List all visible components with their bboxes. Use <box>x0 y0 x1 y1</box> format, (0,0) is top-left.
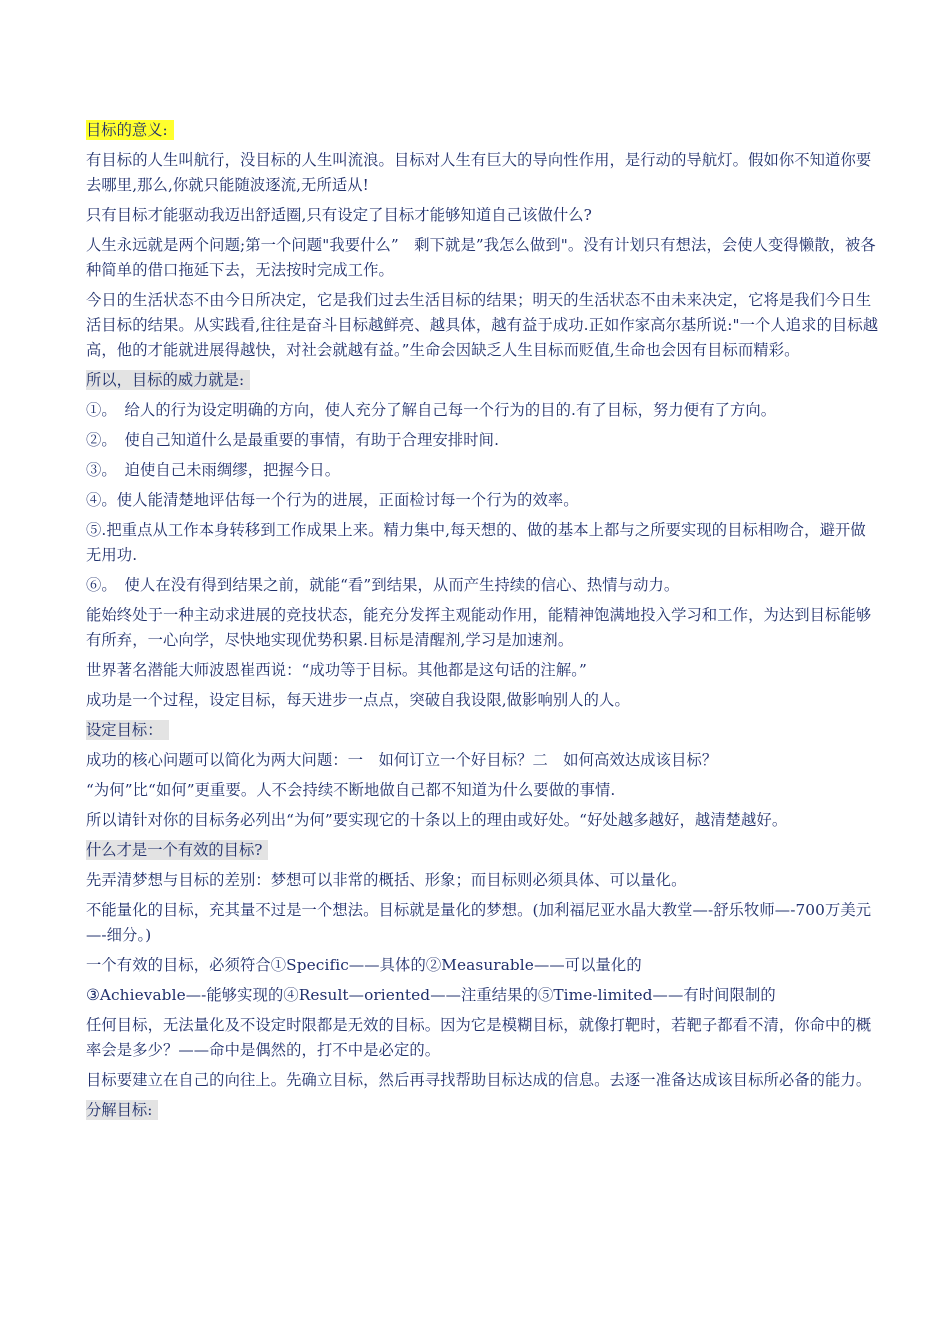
paragraph: 人生永远就是两个问题;第一个问题"我要什么” 剩下就是”我怎么做到"。没有计划只有想法，会使人变得懒散，被各种简单的借口拖延下去，无法按时完成工作。 <box>86 236 876 279</box>
paragraph: “为何”比“如何”更重要。人不会持续不断地做自己都不知道为什么要做的事情. <box>86 781 616 799</box>
paragraph: 任何目标，无法量化及不设定时限都是无效的目标。因为它是模糊目标，就像打靶时，若靶子都看不清，你命中的概率会是多少？——命中是偶然的，打不中是必定的。 <box>86 1016 872 1059</box>
paragraph: ③Achievable—-能够实现的④Result—oriented——注重结果的⑤Time-limited——有时间限制的 <box>86 986 776 1004</box>
heading-effective-goal-text: 什么才是一个有效的目标? <box>86 840 268 860</box>
list-item: ①。 给人的行为设定明确的方向，使人充分了解自己每一个行为的目的.有了目标，努力便有了方向。 <box>86 401 777 419</box>
heading-power <box>86 368 880 393</box>
paragraph: 一个有效的目标，必须符合①Specific——具体的②Measurable——可以量化的 <box>86 956 642 974</box>
heading-set-goal-text: 设定目标： <box>86 720 169 740</box>
paragraph: 不能量化的目标，充其量不过是一个想法。目标就是量化的梦想。(加利福尼亚水晶大教堂—-舒乐牧师—-700万美元—-细分。) <box>86 901 872 944</box>
paragraph: 先弄清梦想与目标的差别：梦想可以非常的概括、形象；而目标则必须具体、可以量化。 <box>86 871 687 889</box>
heading-power-text: 所以，目标的威力就是: <box>86 370 250 390</box>
paragraph: 有目标的人生叫航行，没目标的人生叫流浪。目标对人生有巨大的导向性作用，是行动的导航灯。假如你不知道你要去哪里,那么,你就只能随波逐流,无所适从! <box>86 151 872 194</box>
paragraph: 所以请针对你的目标务必列出“为何”要实现它的十条以上的理由或好处。“好处越多越好，越清楚越好。 <box>86 811 788 829</box>
paragraph: 世界著名潜能大师波恩崔西说：“成功等于目标。其他都是这句话的注解。” <box>86 661 587 679</box>
paragraph: 目标要建立在自己的向往上。先确立目标，然后再寻找帮助目标达成的信息。去逐一准备达成该目标所必备的能力。 <box>86 1071 872 1089</box>
heading-meaning <box>86 118 880 143</box>
list-item: ⑤.把重点从工作本身转移到工作成果上来。精力集中,每天想的、做的基本上都与之所要实现的目标相吻合，避开做无用功. <box>86 521 866 564</box>
list-item: ②。 使自己知道什么是最重要的事情，有助于合理安排时间. <box>86 431 500 449</box>
paragraph: 今日的生活状态不由今日所决定，它是我们过去生活目标的结果；明天的生活状态不由未来决定，它将是我们今日生活目标的结果。从实践看,往往是奋斗目标越鲜亮、越具体，越有益于成功.正如作家高尔基所说:"一个人追求的目标越高，他的才能就进展得越快，对社会就越有益。”生命会因缺乏人生目标而贬值,生命也会因有目标而精彩。 <box>86 291 879 359</box>
heading-decompose-goal <box>86 1098 880 1123</box>
paragraph: 成功的核心问题可以简化为两大问题：一 如何订立一个好目标？二 如何高效达成该目标？ <box>86 751 718 769</box>
heading-set-goal <box>86 718 880 743</box>
list-item: ③。 迫使自己未雨绸缪，把握今日。 <box>86 461 341 479</box>
heading-effective-goal <box>86 838 880 863</box>
paragraph: 能始终处于一种主动求进展的竞技状态，能充分发挥主观能动作用，能精神饱满地投入学习和工作，为达到目标能够有所弃，一心向学，尽快地实现优势积累.目标是清醒剂,学习是加速剂。 <box>86 606 872 649</box>
list-item: ⑥。 使人在没有得到结果之前，就能“看”到结果，从而产生持续的信心、热情与动力。 <box>86 576 680 594</box>
paragraph: 成功是一个过程，设定目标，每天进步一点点，突破自我设限,做影响别人的人。 <box>86 691 630 709</box>
heading-decompose-goal-text: 分解目标: <box>86 1100 158 1120</box>
list-item: ④。使人能清楚地评估每一个行为的进展，正面检讨每一个行为的效率。 <box>86 491 579 509</box>
paragraph: 只有目标才能驱动我迈出舒适圈,只有设定了目标才能够知道自己该做什么? <box>86 206 592 224</box>
heading-meaning-text: 目标的意义: <box>86 120 174 140</box>
